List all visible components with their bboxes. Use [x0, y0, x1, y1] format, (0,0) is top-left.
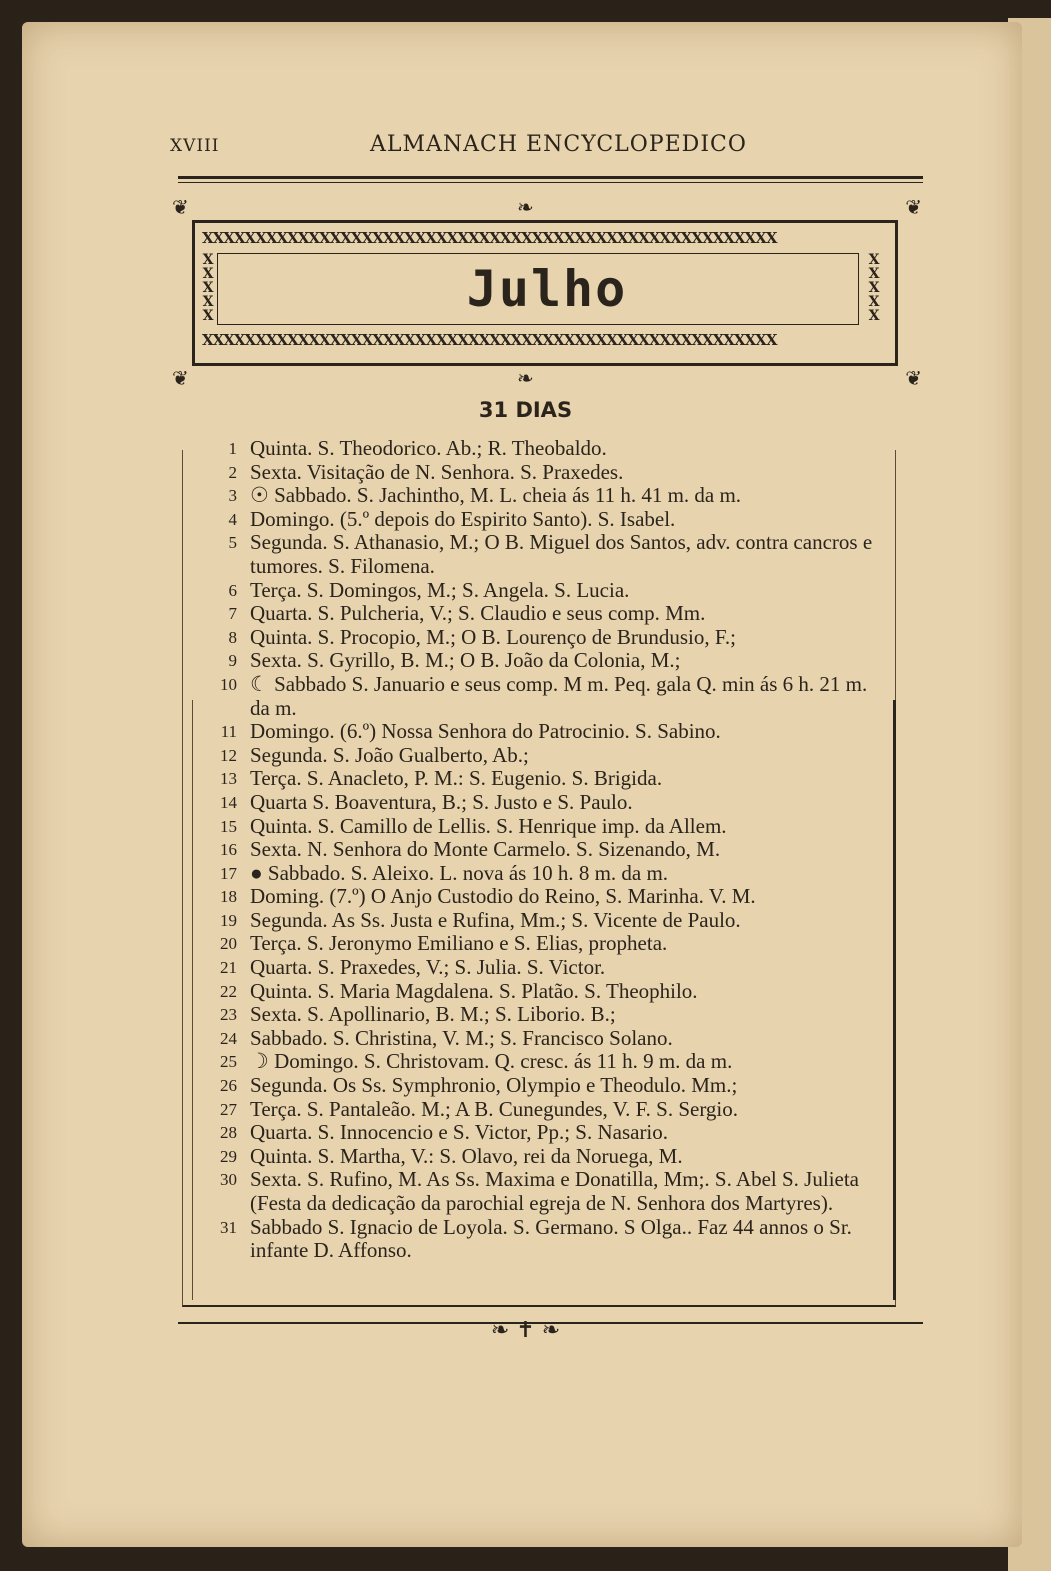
calendar-entry	[205, 437, 875, 461]
day-text: Sexta. N. Senhora do Monte Carmelo. S. Sizenando, M.	[250, 837, 721, 862]
calendar-entry	[205, 909, 875, 933]
corner-ornament-icon: ❦	[905, 195, 922, 219]
header-rule	[178, 176, 923, 179]
day-text: Quinta. S. Theodorico. Ab.; R. Theobaldo.	[250, 436, 607, 460]
day-text: Quarta S. Boaventura, B.; S. Justo e S. Paulo.	[250, 789, 633, 814]
cross-stitch-border-top: XXXXXXXXXXXXXXXXXXXXXXXXXXXXXXXXXXXXXXXXXXXXXXXXXXXXXX	[202, 229, 777, 247]
calendar-entry	[205, 838, 875, 862]
day-text: ☾ Sabbado S. Januario e seus comp. M m. Peq. gala Q. min ás 6 h. 21 m. da m.	[250, 671, 868, 720]
day-text: Terça. S. Jeronymo Emiliano e S. Elias, propheta.	[250, 931, 668, 956]
calendar-entry	[205, 1145, 875, 1169]
day-number: 11	[220, 722, 237, 742]
calendar-entry	[205, 1168, 875, 1215]
day-number: 17	[220, 863, 237, 883]
day-text: Sexta. S. Rufino, M. As Ss. Maxima e Donatilla, Mm;. S. Abel S. Julieta (Festa da dedicação da parochial egreja de N. Senhora dos Martyres).	[250, 1167, 859, 1215]
header-rule-thin	[178, 182, 923, 183]
corner-ornament-icon: ❦	[905, 366, 922, 390]
day-number: 13	[220, 769, 237, 789]
day-number: 25	[220, 1052, 237, 1072]
day-number: 21	[220, 958, 237, 978]
day-number: 2	[228, 462, 237, 482]
day-number: 28	[220, 1123, 237, 1143]
calendar-entry	[205, 932, 875, 956]
corner-ornament-icon: ❦	[172, 366, 189, 390]
day-number: 6	[228, 580, 237, 600]
day-text: ☉ Sabbado. S. Jachintho, M. L. cheia ás 11 h. 41 m. da m.	[250, 483, 742, 508]
bottom-center-ornament-icon: ❧	[517, 366, 534, 390]
calendar-entry	[205, 980, 875, 1004]
day-text: Segunda. S. Athanasio, M.; O B. Miguel dos Santos, adv. contra cancros e tumores. S. Filomena.	[250, 530, 873, 578]
day-number: 26	[220, 1076, 237, 1096]
day-number: 23	[220, 1005, 237, 1025]
day-text: Sexta. S. Gyrillo, B. M.; O B. João da Colonia, M.;	[250, 648, 681, 673]
calendar-entry	[205, 626, 875, 650]
day-text: Quarta. S. Pulcheria, V.; S. Claudio e seus comp. Mm.	[250, 601, 706, 626]
day-text: Domingo. (5.º depois do Espirito Santo). S. Isabel.	[250, 506, 676, 531]
day-number: 15	[220, 816, 237, 836]
day-text: Segunda. Os Ss. Symphronio, Olympio e Theodulo. Mm.;	[250, 1073, 738, 1098]
day-number: 4	[228, 509, 237, 529]
day-number: 24	[220, 1028, 237, 1048]
day-text: Quinta. S. Procopio, M.; O B. Lourenço de Brundusio, F.;	[250, 624, 736, 649]
day-number: 8	[228, 627, 237, 647]
day-number: 19	[220, 910, 237, 930]
calendar-entry	[205, 1216, 875, 1263]
calendar-entry	[205, 767, 875, 791]
day-number: 20	[220, 934, 237, 954]
days-count: 31 DIAS	[478, 398, 573, 422]
calendar-entry	[205, 579, 875, 603]
calendar-entry	[205, 1027, 875, 1051]
day-number: 10	[220, 674, 237, 694]
day-text: Terça. S. Domingos, M.; S. Angela. S. Lucia.	[250, 577, 630, 602]
calendar-entry	[205, 461, 875, 485]
calendar-entry	[205, 720, 875, 744]
day-number: 7	[228, 604, 237, 624]
day-text: Quinta. S. Maria Magdalena. S. Platão. S. Theophilo.	[250, 978, 698, 1003]
day-text: Terça. S. Pantaleão. M.; A B. Cunegundes, V. F. S. Sergio.	[250, 1096, 739, 1121]
cross-stitch-border-left: X X X X X	[202, 252, 214, 324]
day-text: Domingo. (6.º) Nossa Senhora do Patrocinio. S. Sabino.	[250, 719, 721, 744]
calendar-entry	[205, 1121, 875, 1145]
footer-ornament-icon: ❧ ✝ ❧	[490, 1318, 561, 1343]
day-text: Sexta. Visitação de N. Senhora. S. Praxedes.	[250, 459, 624, 484]
top-center-ornament-icon: ❧	[517, 195, 534, 219]
day-text: Quinta. S. Martha, V.: S. Olavo, rei da Noruega, M.	[250, 1143, 683, 1168]
calendar-entry	[205, 531, 875, 578]
day-number: 16	[220, 840, 237, 860]
corner-ornament-icon: ❦	[172, 195, 189, 219]
day-text: ☽ Domingo. S. Christovam. Q. cresc. ás 11 h. 9 m. da m.	[250, 1049, 733, 1074]
day-text: Segunda. As Ss. Justa e Rufina, Mm.; S. Vicente de Paulo.	[250, 907, 741, 932]
day-number: 30	[220, 1170, 237, 1190]
day-number: 22	[220, 981, 237, 1001]
calendar-entry	[205, 673, 875, 720]
day-number: 29	[220, 1146, 237, 1166]
calendar-entry	[205, 956, 875, 980]
day-text: Quarta. S. Praxedes, V.; S. Julia. S. Victor.	[250, 955, 606, 980]
day-text: Segunda. S. João Gualberto, Ab.;	[250, 742, 529, 767]
cross-stitch-border-bottom: XXXXXXXXXXXXXXXXXXXXXXXXXXXXXXXXXXXXXXXXXXXXXXXXXXXXXX	[202, 331, 777, 349]
page-number: XVIII	[170, 136, 220, 156]
day-number: 9	[228, 651, 237, 671]
month-title: Julho	[466, 260, 628, 318]
calendar-entry	[205, 1098, 875, 1122]
running-title: ALMANACH ENCYCLOPEDICO	[370, 132, 747, 157]
calendar-entries	[205, 437, 875, 1263]
day-text: Quarta. S. Innocencio e S. Victor, Pp.; S. Nasario.	[250, 1120, 669, 1145]
calendar-entry	[205, 1050, 875, 1074]
calendar-entry	[205, 484, 875, 508]
cross-stitch-border-right: X X X X X	[868, 252, 880, 324]
day-text: Sabbado S. Ignacio de Loyola. S. Germano. S Olga.. Faz 44 annos o Sr. infante D. Affonso.	[250, 1214, 852, 1263]
day-text: Doming. (7.º) O Anjo Custodio do Reino, S. Marinha. V. M.	[250, 884, 756, 909]
calendar-entry	[205, 1003, 875, 1027]
day-text: Quinta. S. Camillo de Lellis. S. Henrique imp. da Allem.	[250, 813, 727, 838]
calendar-entry	[205, 649, 875, 673]
day-number: 18	[220, 887, 237, 907]
calendar-entry	[205, 602, 875, 626]
day-number: 3	[228, 486, 237, 506]
calendar-entry	[205, 885, 875, 909]
calendar-entry	[205, 744, 875, 768]
day-text: Sabbado. S. Christina, V. M.; S. Francisco Solano.	[250, 1025, 673, 1050]
day-text: Sexta. S. Apollinario, B. M.; S. Liborio. B.;	[250, 1002, 616, 1027]
day-number: 5	[228, 533, 237, 553]
day-number: 14	[220, 792, 237, 812]
day-number: 31	[220, 1217, 237, 1237]
month-title-frame	[172, 195, 922, 390]
calendar-entry	[205, 791, 875, 815]
page-header	[170, 128, 930, 164]
calendar-entry	[205, 815, 875, 839]
calendar-entry	[205, 508, 875, 532]
calendar-entry	[205, 862, 875, 886]
day-number: 12	[220, 745, 237, 765]
day-text: ● Sabbado. S. Aleixo. L. nova ás 10 h. 8 m. da m.	[250, 860, 669, 885]
day-text: Terça. S. Anacleto, P. M.: S. Eugenio. S. Brigida.	[250, 766, 663, 791]
day-number: 1	[228, 439, 237, 458]
day-number: 27	[220, 1099, 237, 1119]
calendar-entry	[205, 1074, 875, 1098]
